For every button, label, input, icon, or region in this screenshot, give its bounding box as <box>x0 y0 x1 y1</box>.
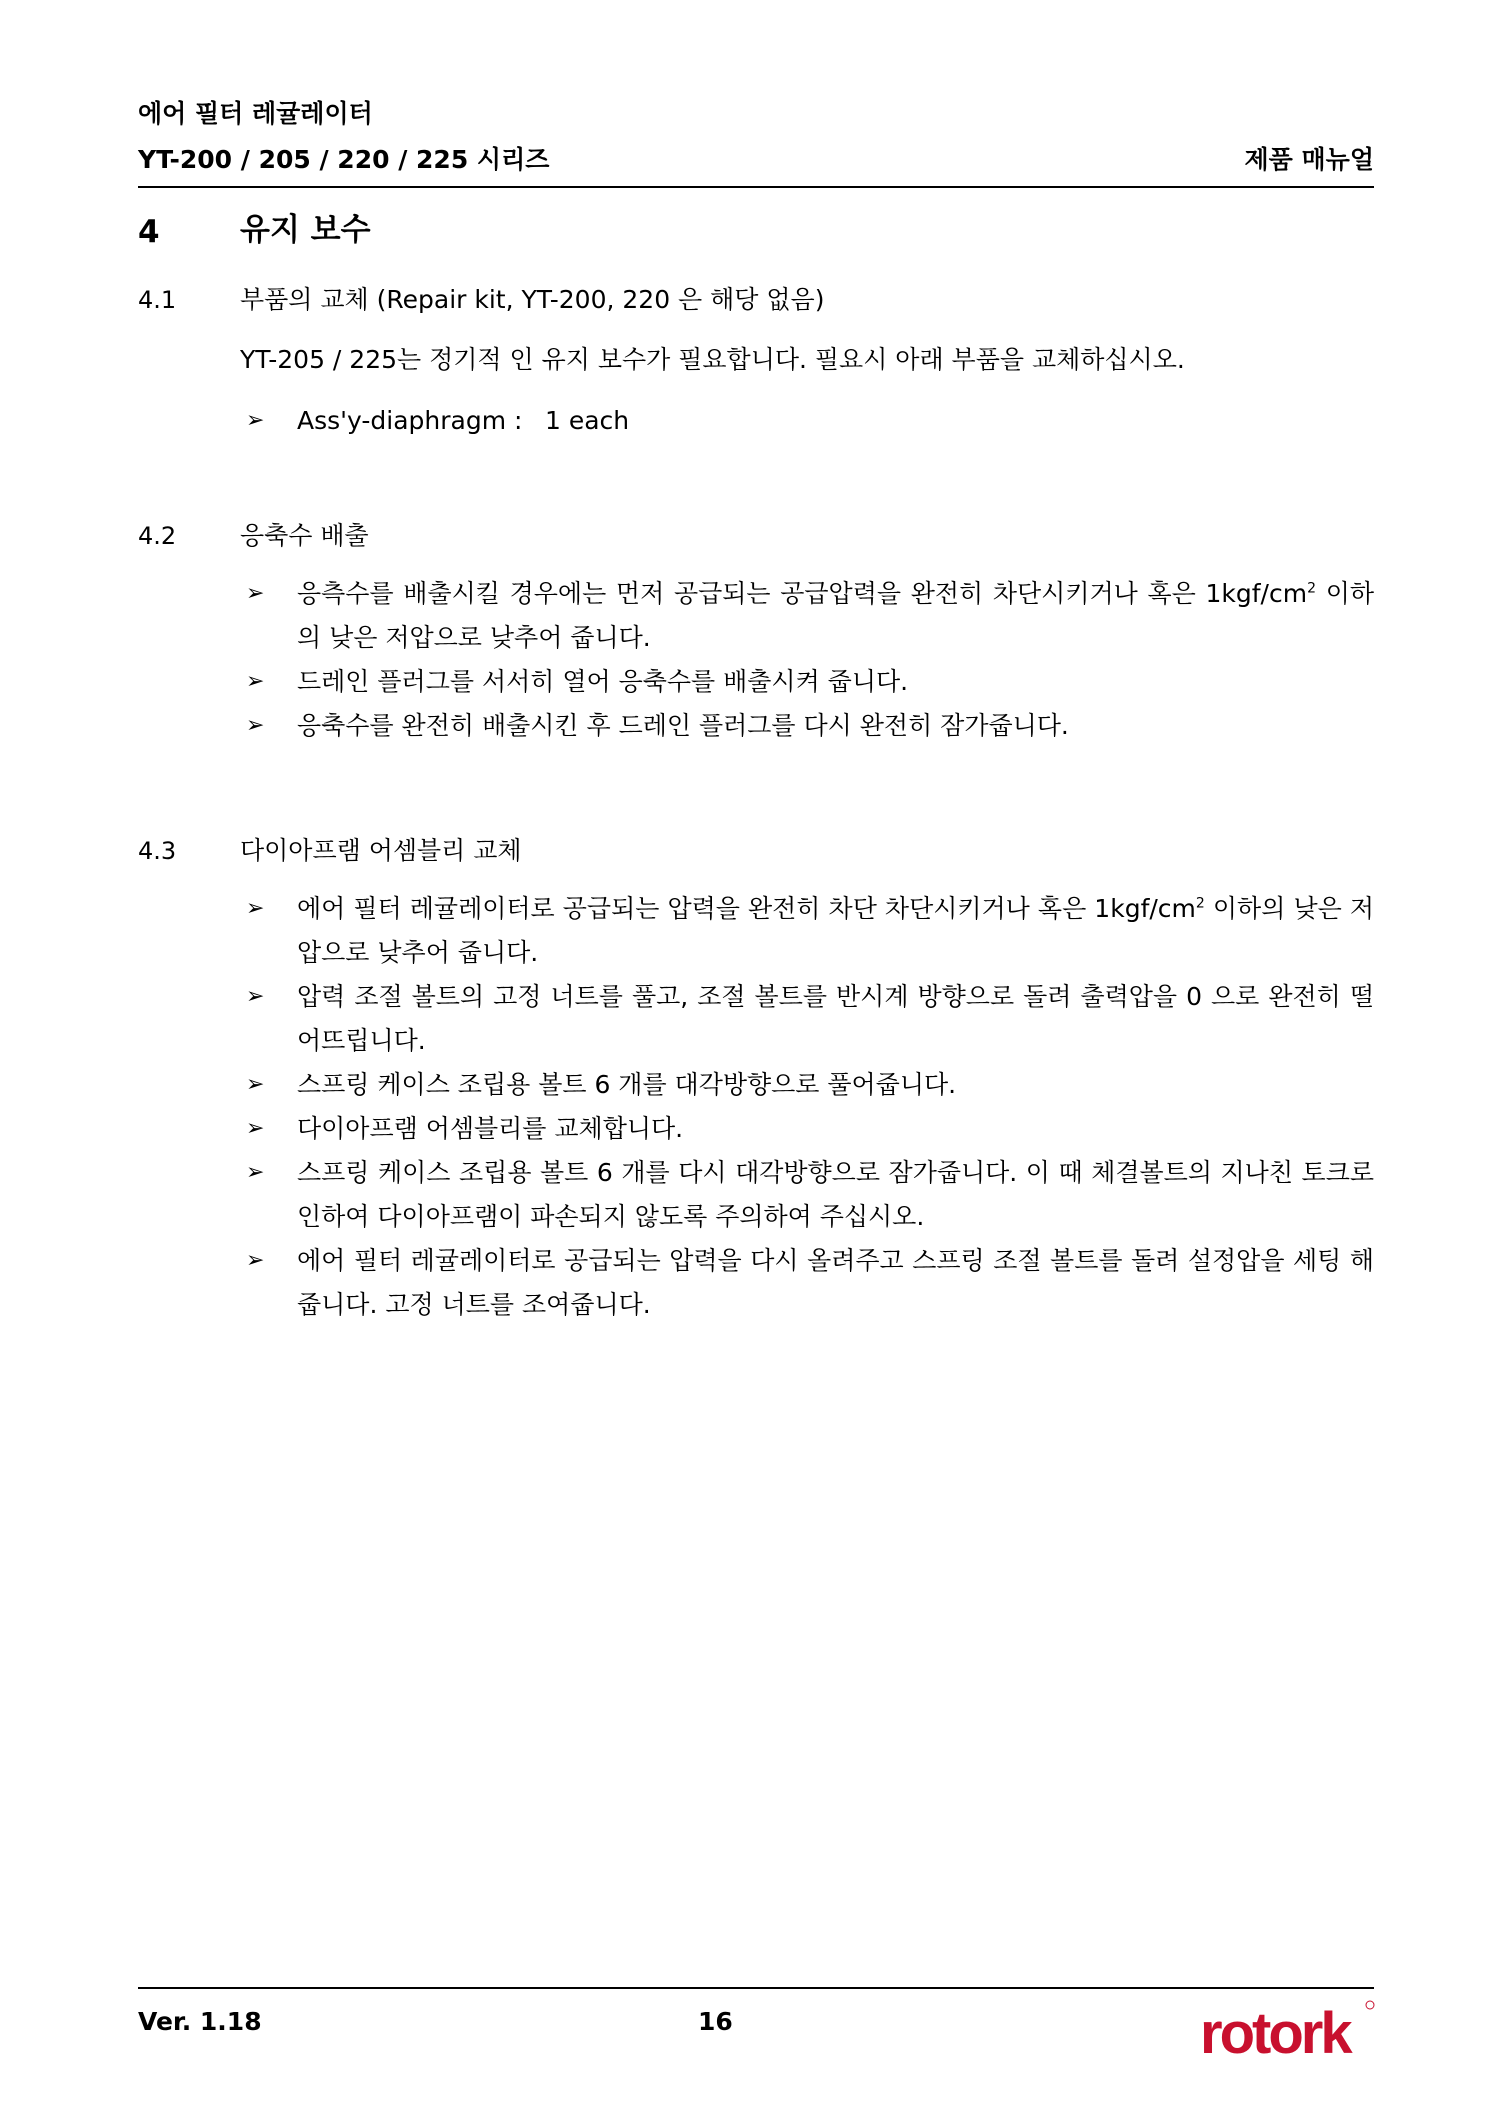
header-document-title: 에어 필터 레귤레이터 <box>138 99 373 128</box>
subsection-title-4-3: 다이아프램 어셈블리 교체 <box>240 836 522 865</box>
page-number: 16 <box>698 2007 733 2036</box>
list-item: ➢ 드레인 플러그를 서서히 열어 응축수를 배출시켜 줍니다. <box>240 660 1374 704</box>
subsection-number-4-3: 4.3 <box>138 837 177 865</box>
bullet-arrow-icon: ➢ <box>246 713 265 738</box>
diaphragm-steps-list <box>240 887 1374 1327</box>
bullet-arrow-icon: ➢ <box>246 984 265 1009</box>
registered-mark-icon <box>1366 2001 1374 2009</box>
header-doc-type: 제품 매뉴얼 <box>1244 145 1374 174</box>
bullet-arrow-icon: ➢ <box>246 1248 265 1273</box>
list-item: ➢ 응측수를 배출시킬 경우에는 먼저 공급되는 공급압력을 완전히 차단시키거나 혹은 $1kgf/cm^2$ 이하의 낮은 저압으로 낮추어 줍니다. <box>240 572 1374 660</box>
section-title: 유지 보수 <box>240 212 371 248</box>
section-number: 4 <box>138 214 160 250</box>
list-item: ➢ 에어 필터 레귤레이터로 공급되는 압력을 완전히 차단 차단시키거나 혹은 $1kgf/cm^2$ 이하의 낮은 저압으로 낮추어 줍니다. <box>240 887 1374 975</box>
parts-list <box>240 399 1374 443</box>
logo-text: rotork <box>1200 2001 1350 2065</box>
subsection-number-4-2: 4.2 <box>138 522 177 550</box>
list-item: ➢ 에어 필터 레귤레이터로 공급되는 압력을 다시 올려주고 스프링 조절 볼트를 돌려 설정압을 세팅 해줍니다. 고정 너트를 조여줍니다. <box>240 1239 1374 1327</box>
subsection-number-4-1: 4.1 <box>138 286 177 314</box>
subsection-title-4-2: 응축수 배출 <box>240 521 369 550</box>
list-item <box>240 399 1374 443</box>
footer-version: Ver. 1.18 <box>138 2007 262 2036</box>
list-item: ➢ 압력 조절 볼트의 고정 너트를 풀고, 조절 볼트를 반시계 방향으로 돌려 출력압을 0 으로 완전히 떨어뜨립니다. <box>240 975 1374 1063</box>
list-item: ➢ 스프링 케이스 조립용 볼트 6 개를 대각방향으로 풀어줍니다. <box>240 1063 1374 1107</box>
list-item: ➢ 응축수를 완전히 배출시킨 후 드레인 플러그를 다시 완전히 잠가줍니다. <box>240 704 1374 748</box>
bullet-arrow-icon: ➢ <box>246 1116 265 1141</box>
bullet-arrow-icon: ➢ <box>246 581 265 606</box>
footer-rule <box>138 1987 1374 1989</box>
list-item: ➢ 다이아프램 어셈블리를 교체합니다. <box>240 1107 1374 1151</box>
subsection-title-4-1: 부품의 교체 (Repair kit, YT-200, 220 은 해당 없음) <box>240 285 825 314</box>
parts-intro-paragraph: YT-205 / 225는 정기적 인 유지 보수가 필요합니다. 필요시 아래 부품을 교체하십시오. <box>240 345 1185 374</box>
part-quantity: 1 each <box>545 406 630 435</box>
bullet-arrow-icon: ➢ <box>246 1160 265 1185</box>
header-rule <box>138 186 1374 188</box>
drain-steps-list <box>240 572 1374 748</box>
part-name: Ass'y-diaphragm : <box>297 406 523 435</box>
header-series: YT-200 / 205 / 220 / 225 시리즈 <box>138 145 550 174</box>
rotork-logo-icon <box>1198 1995 1378 2065</box>
bullet-arrow-icon: ➢ <box>246 408 265 433</box>
bullet-arrow-icon: ➢ <box>246 1072 265 1097</box>
bullet-arrow-icon: ➢ <box>246 669 265 694</box>
list-item: ➢ 스프링 케이스 조립용 볼트 6 개를 다시 대각방향으로 잠가줍니다. 이 때 체결볼트의 지나친 토크로 인하여 다이아프램이 파손되지 않도록 주의하여 주십시오. <box>240 1151 1374 1239</box>
bullet-arrow-icon: ➢ <box>246 896 265 921</box>
